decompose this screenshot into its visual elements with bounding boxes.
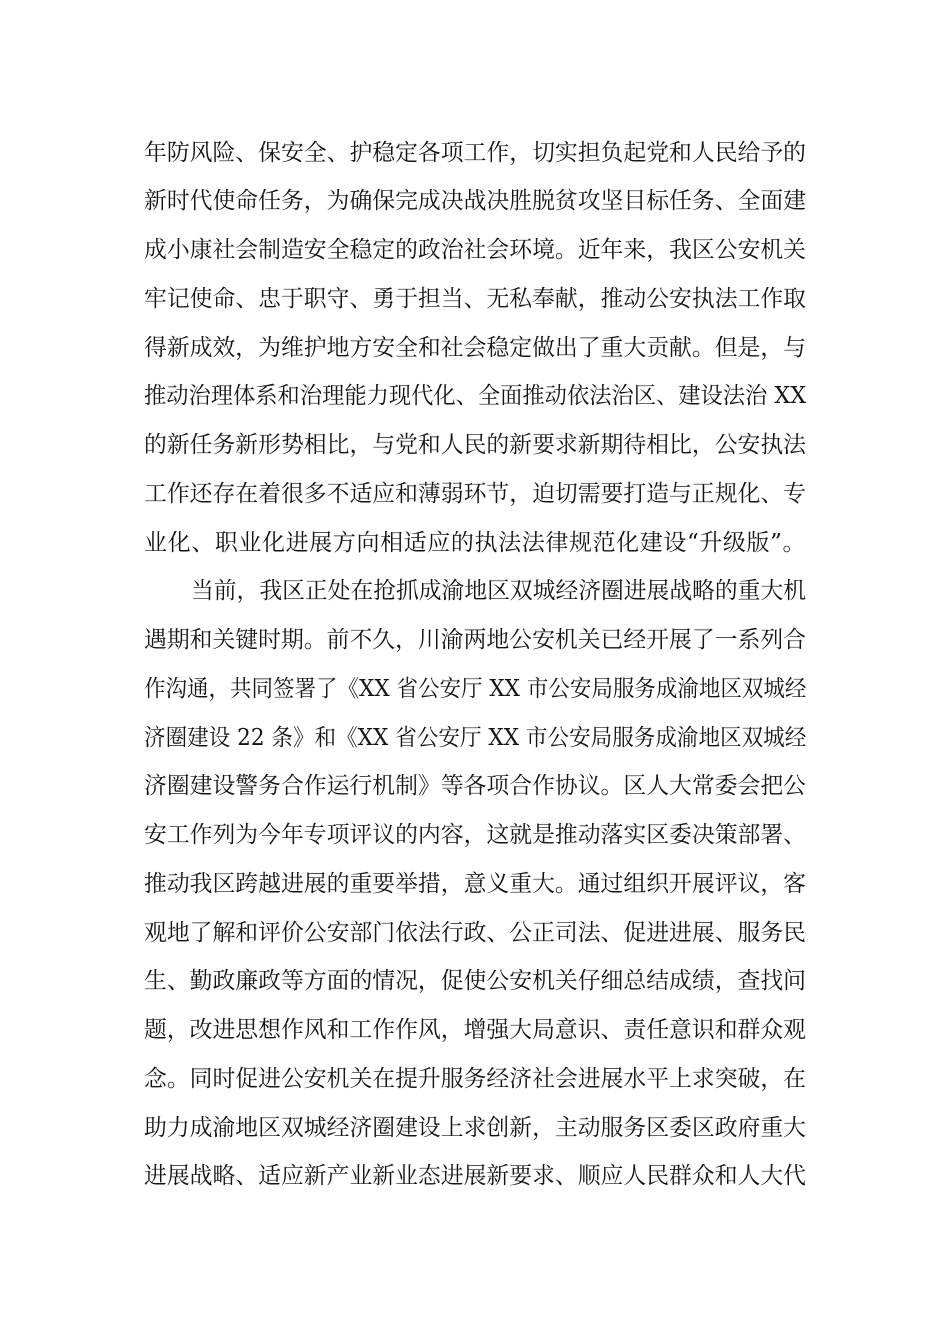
paragraph-2-line-8: 观地了解和评价公安部门依法行政、公正司法、促进进展、服务民 — [144, 920, 806, 946]
paragraph-1-line-3: 成小康社会制造安全稳定的政治社会环境。近年来，我区公安机关 — [144, 237, 806, 263]
paragraph-1-line-5: 得新成效，为维护地方安全和社会稳定做出了重大贡献。但是，与 — [144, 335, 806, 361]
paragraph-2-line-5: 济圈建设警务合作运行机制》等各项合作协议。区人大常委会把公 — [144, 773, 806, 799]
paragraph-2-line-2: 遇期和关键时期。前不久，川渝两地公安机关已经开展了一系列合 — [144, 627, 806, 653]
paragraph-2-line-4: 济圈建设 22 条》和《XX 省公安厅 XX 市公安局服务成渝地区双城经 — [144, 725, 807, 751]
paragraph-2-line-9: 生、勤政廉政等方面的情况，促使公安机关仔细总结成绩，查找问 — [144, 968, 806, 994]
paragraph-1-line-2: 新时代使命任务，为确保完成决战决胜脱贫攻坚目标任务、全面建 — [144, 188, 806, 214]
paragraph-2-line-6: 安工作列为今年专项评议的内容，这就是推动落实区委决策部署、 — [144, 822, 806, 848]
paragraph-2-line-11: 念。同时促进公安机关在提升服务经济社会进展水平上求突破，在 — [144, 1066, 806, 1092]
paragraph-2-line-3: 作沟通，共同签署了《XX 省公安厅 XX 市公安局服务成渝地区双城经 — [144, 676, 807, 702]
paragraph-2-line-1: 当前，我区正处在抢抓成渝地区双城经济圈进展战略的重大机 — [191, 578, 806, 604]
paragraph-1-line-6: 推动治理体系和治理能力现代化、全面推动依法治区、建设法治 XX — [144, 383, 807, 409]
paragraph-1-line-1: 年防风险、保安全、护稳定各项工作，切实担负起党和人民给予的 — [144, 140, 806, 166]
paragraph-1-line-8: 工作还存在着很多不适应和薄弱环节，迫切需要打造与正规化、专 — [144, 481, 806, 507]
paragraph-1-line-7: 的新任务新形势相比，与党和人民的新要求新期待相比，公安执法 — [144, 432, 806, 458]
paragraph-1-line-9: 业化、职业化进展方向相适应的执法法律规范化建设“升级版”。 — [144, 530, 807, 556]
paragraph-2-line-12: 助力成渝地区双城经济圈建设上求创新，主动服务区委区政府重大 — [144, 1115, 806, 1141]
paragraph-2-line-10: 题，改进思想作风和工作作风，增强大局意识、责任意识和群众观 — [144, 1017, 806, 1043]
paragraph-2-line-7: 推动我区跨越进展的重要举措，意义重大。通过组织开展评议，客 — [144, 871, 806, 897]
paragraph-1-line-4: 牢记使命、忠于职守、勇于担当、无私奉献，推动公安执法工作取 — [144, 286, 806, 312]
paragraph-2-line-13: 进展战略、适应新产业新业态进展新要求、顺应人民群众和人大代 — [144, 1163, 806, 1189]
